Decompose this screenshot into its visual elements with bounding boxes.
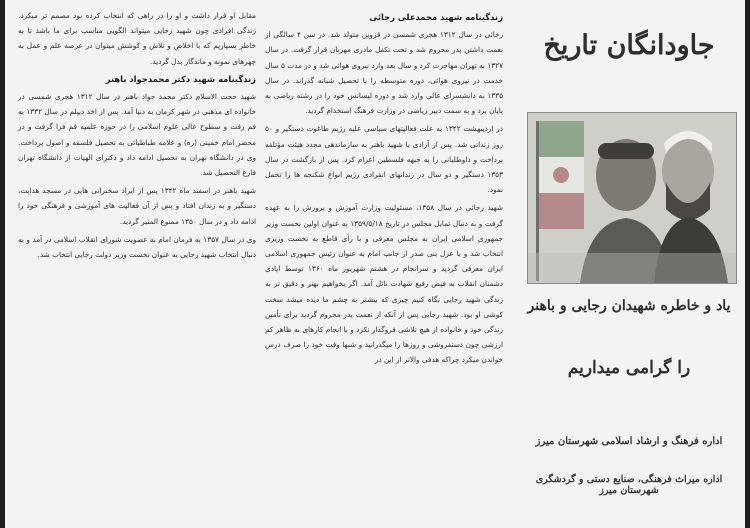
organization-credit: اداره میراث فرهنگی، صنایع دستی و گردشگری شهرستان میرز [535,474,723,496]
bahonar-paragraph: وی در سال ۱۳۵۷ به فرمان امام به عضویت شورای انقلاب اسلامی در آمد و به دنبال انتخاب شهید رجایی به عنوان نخست وزیر دولت رجایی انتخاب شد. [18,234,256,260]
bahonar-biography-heading: زندگینامه شهید دکتر محمدجواد باهنر [105,73,256,84]
dedication-line: یاد و خاطره شهیدان رجایی و باهنر [527,298,731,314]
left-text-column [18,8,256,265]
rajaei-biography-heading: زندگینامه شهید محمدعلی رجائی [369,12,503,22]
bahonar-paragraph: شهید باهنر در اسفند ماه ۱۳۴۲ پس از ایراد سخنرانی هایی در مسجد هدایت، دستگیر و به زندان افتاد و پس از آن فعالیت های آموزشی و فرهنگی خود را ادامه داد و در سال ۱۳۵۰ ممنوع المنبر گردید. [18,186,257,226]
series-title: جاودانگان تاریخ [543,30,715,61]
rajaei-paragraph: در اردیبهشت ۱۳۴۲ به علت فعالیتهای سیاسی علیه رژیم طاغوت دستگیر و ۵۰ روز زندانی شد. پس از آزادی با شهید باهنر به سازماندهی مجدد هیئت مؤتلفه پرداخت و داوطلبانی را به جبهه فلسطین اعزام کرد. پس از بازگشت در سال ۱۳۵۳ دستگیر و دو سال در زندانهای انفرادی رژیم انواع شکنجه ها را تحمل نمود. [265,124,504,195]
tribute-line: را گرامی میداریم [567,358,691,378]
martyrs-portrait-photo [527,112,737,284]
organization-credit: اداره فرهنگ و ارشاد اسلامی شهرستان میرز [535,436,723,447]
flag-emblem [553,167,569,183]
rajaei-paragraph: شهید رجائی در سال ۱۳۵۸، مسئولیت وزارت آموزش و پرورش را به عهده گرفت و به دنبال تمایل مجلس در تاریخ ۱۳۵۹/۵/۱۸ به عنوان اولین نخست وزیر جمهوری اسلامی ایران به مجلس معرفی و با رأی قاطع به نخست وزیری انتخاب شد و با عزل بنی صدر از جانب امام به عنوان رئیس جمهوری اسلامی ایران معرفی گردید و سرانجام در هشتم شهریور ماه ۱۳۶۰ توسط ایادی دشمنان انقلاب به فیض رفیع شهادت نائل آمد. اگر بخواهیم بهتر و دقیق تر به زندگی شهید رجایی نگاه کنیم چیزی که بیشتر به چشم ما دیده میشد سخت کوشی او بود. شهید رجایی پس از آنکه از نعمت پدر محروم گردید برای تأمین زندگی خود و خانواده از هیچ تلاشی فروگذار نکرد و با انجام کارهای به ظاهر کم ارزشی چون دستفروشی و روزها را میگذرانید و شبها وقت خود را صرف درس خواندن میکرد چراکه هدفی والاتر از این در [265,203,503,365]
flag-red-band [538,193,584,229]
scan-edge-left [0,0,5,528]
intro-paragraph: مقابل او قرار داشت و او را در راهی که انتخاب کرده بود مصمم تر میکرد. زندگی افرادی چون شهید رجایی میتواند الگویی مناسب برای ما باشد تا به خاطر بسپاریم که با اخلاص و تلاش و کوشش میتوان در عرصه علم و عمل به چهرهای نمونه و ماندگار بدل گردید. [18,11,256,66]
rajaei-paragraph: رجائی در سال ۱۳۱۲ هجری شمسی در قزوین متولد شد. در سن ۴ سالگی از نعمت داشتن پدر محروم شد و تحت تکفل مادری مهربان قرار گرفت. در سال ۱۳۲۷ به تهران مهاجرت کرد و سال بعد وارد نیروی هوائی شد و در مدت ۵ سال خدمت در نیروی هوائی، دوره متوسطه را با تحصیل شبانه گذراند. در سال ۱۳۳۵ به دانشسرای عالی وارد شد و دوره لیسانس خود را در رشته ریاضی به پایان برد و به سمت دبیر ریاضی در وزارت فرهنگ استخدام گردید. [265,30,503,116]
portrait-illustration [528,113,736,283]
dedication-panel [515,0,743,528]
flag-green-band [538,121,584,157]
bahonar-paragraph: شهید حجت الاسلام دکتر محمد جواد باهنر در سال ۱۳۱۲ هجری شمسی در خانواده ای مذهبی در شهر کرمان به دنیا آمد. پس از اخذ دیپلم در سال ۱۳۳۲ به قم رفت و سطوح عالی علوم اسلامی را در حوزه علمیه قم فرا گرفت و در محضر امام خمینی (ره) و علامه طباطبائی به تحصیل فلسفه و اصول پرداخت. وی در دانشگاه تهران به تحصیل ادامه داد و دکترای الهیات از دانشگاه تهران فارغ التحصیل شد. [18,92,256,178]
scan-edge-right [745,0,750,528]
middle-text-column [265,8,503,371]
